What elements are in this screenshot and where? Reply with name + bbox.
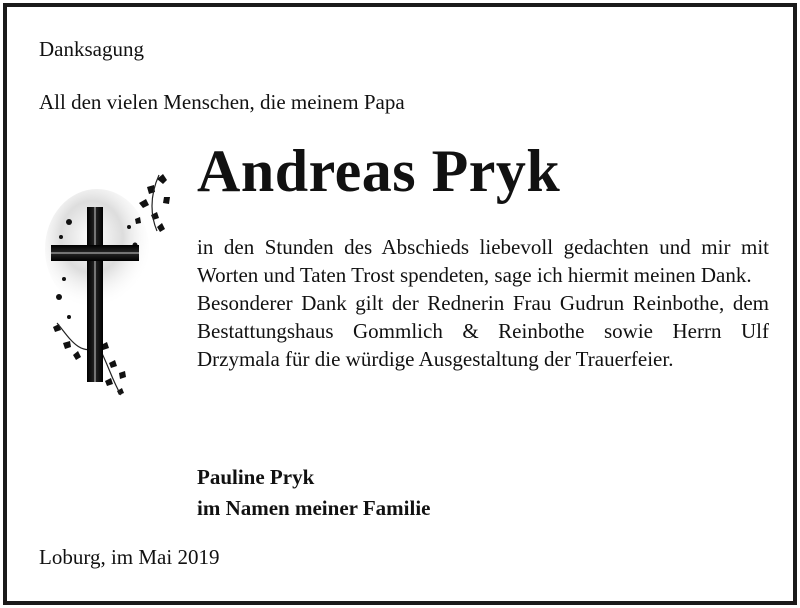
- place-date: Loburg, im Mai 2019: [39, 545, 220, 569]
- cross-with-ivy-icon: [39, 167, 179, 407]
- signature-family: im Namen meiner Familie: [197, 496, 431, 520]
- signature: [197, 462, 430, 524]
- obituary-notice: [3, 3, 797, 605]
- intro-line: All den vielen Menschen, die meinem Papa: [39, 90, 405, 114]
- signature-name: Pauline Pryk: [197, 465, 315, 489]
- body-paragraph: in den Stunden des Abschieds liebevoll gedachten und mir mit Worten und Taten Trost spendeten, sage ich hiermit meinen Dank.: [197, 235, 769, 287]
- deceased-name: Andreas Pryk: [197, 138, 561, 204]
- body-paragraph: Besonderer Dank gilt der Rednerin Frau Gudrun Reinbothe, dem Bestattungshaus Gommlich & Reinbothe sowie Herrn Ulf Drzymala für die würdige Ausgestaltung der Trauerfeier.: [197, 291, 769, 371]
- notice-body: [197, 233, 769, 373]
- notice-heading: Danksagung: [39, 37, 144, 61]
